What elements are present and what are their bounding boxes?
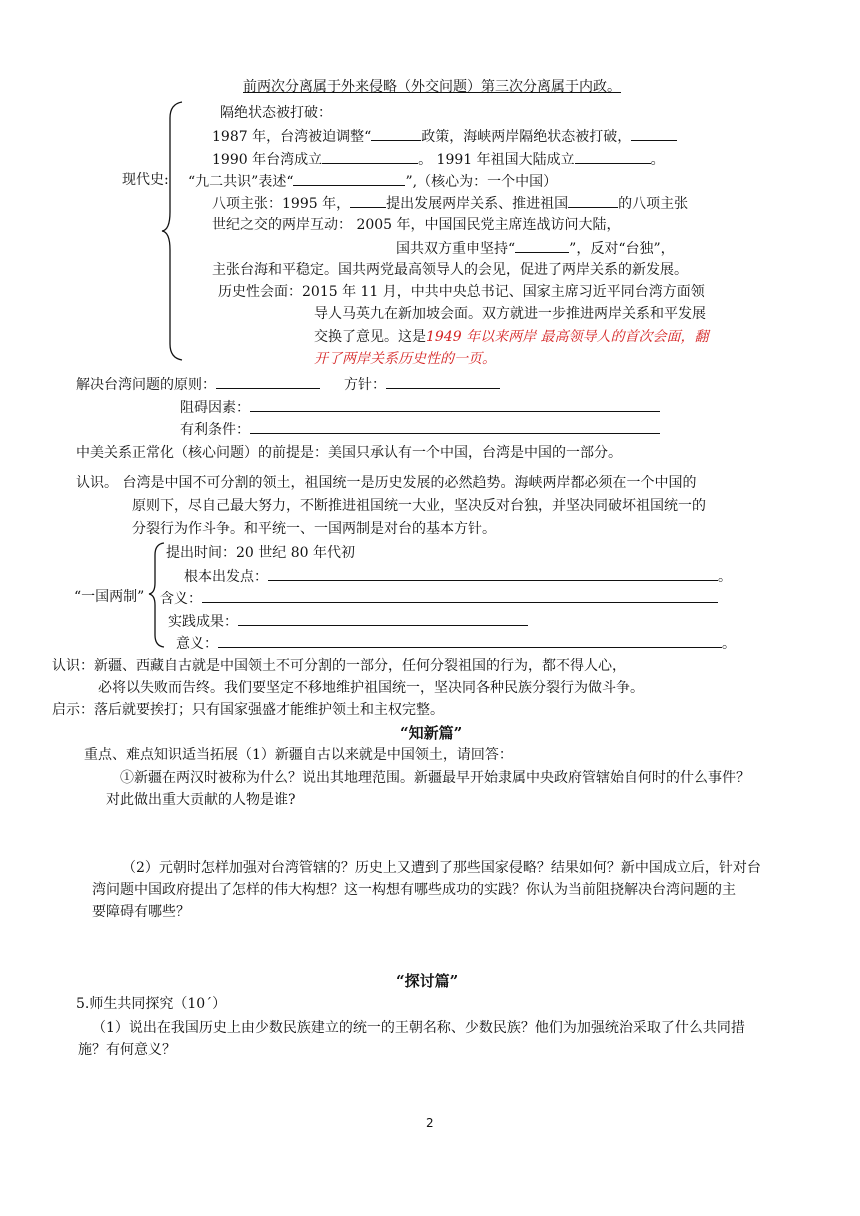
section-new-q2-line-1: （2）元朝时怎样加强对台湾管辖的？历史上又遭到了那些国家侵略？结果如何？新中国成立后，针对台 [122,860,761,876]
recognition1-line-3: 分裂行为作斗争。和平统一、一国两制是对台的基本方针。 [132,521,496,537]
section-new-q2-line-3: 要障碍有哪些？ [92,904,190,920]
blank-1995-leader[interactable] [350,193,386,208]
page-number: 2 [426,1116,434,1130]
blank-1992-consensus[interactable] [293,171,405,186]
blank-octs-basis[interactable] [268,566,718,581]
recognition2-line-2: 必将以失败而告终。我们要坚定不移地维护祖国统一，坚决同各种民族分裂行为做斗争。 [98,680,644,696]
blank-octs-significance[interactable] [218,633,722,648]
favorable-line: 有利条件： [180,419,660,439]
modern-history-label: 现代史: [122,172,169,188]
blank-2005-consensus[interactable] [515,238,569,253]
sino-us-line: 中美关系正常化（核心问题）的前提是：美国只承认有一个中国，台湾是中国的一部分。 [76,445,622,461]
octs-significance-line: 意义： 。 [176,633,736,653]
modern-line-4: “九二共识”表述“ ”,（核心为：一个中国） [188,171,557,191]
modern-history-brace [160,100,190,362]
section-discuss-q1-line-1: （1）说出在我国历史上由少数民族建立的统一的王朝名称、少数民族？他们为加强统治采取了什么共同措 [92,1020,745,1036]
section-discuss-item: 5.师生共同探究（10´） [76,996,227,1012]
blank-1987-result[interactable] [631,126,677,141]
blank-octs-meaning[interactable] [202,588,718,603]
blank-octs-results[interactable] [238,611,528,626]
modern-line-9: 历史性会面：2015 年 11 月，中共中央总书记、国家主席习近平同台湾方面领 [218,284,705,300]
recognition1-line-1: 认识。 台湾是中国不可分割的领土，祖国统一是历史发展的必然趋势。海峡两岸都必须在一个中国的 [76,475,697,491]
recognition2-line-1: 认识：新疆、西藏自古就是中国领土不可分割的一部分，任何分裂祖国的行为，都不得人心， [52,658,626,674]
octs-results-line: 实践成果： [168,611,528,631]
modern-line-1: 隔绝状态被打破： [220,105,332,121]
blank-1987-policy[interactable] [371,126,421,141]
section-new-title: “知新篇” [400,724,463,742]
blank-obstacle[interactable] [250,397,660,412]
obstacle-line: 阻碍因素： [180,397,660,417]
modern-line-8: 主张台海和平稳定。国共两党最高领导人的会见，促进了两岸关系的新发展。 [212,262,688,278]
section-new-q1-line-2: 对此做出重大贡献的人物是谁? [106,792,296,808]
blank-favorable[interactable] [250,419,660,434]
modern-line-7: 国共双方重申坚持“ ”，反对“台独”， [396,238,675,258]
section-discuss-q1-line-2: 施？有何意义？ [78,1042,176,1058]
blank-1995-goal[interactable] [568,193,618,208]
blank-1990-taiwan[interactable] [322,149,418,164]
octs-proposed: 提出时间：20 世纪 80 年代初 [166,545,355,561]
modern-line-11: 交换了意见。这是1949 年以来两岸 最高领导人的首次会面，翻 [314,329,709,345]
section-new-q2-line-2: 湾问题中国政府提出了怎样的伟大构想？这一构想有哪些成功的实践？你认为当前阻挠解决台湾问题的主 [92,882,736,898]
section-discuss-title: “探讨篇” [396,972,459,990]
modern-line-2: 1987 年，台湾被迫调整“ 政策，海峡两岸隔绝状态被打破， [212,126,677,146]
modern-line-3: 1990 年台湾成立 。 1991 年祖国大陆成立 。 [212,149,665,169]
octs-label: “一国两制” [74,589,145,605]
principle-line: 解决台湾问题的原则： 方针： [76,374,500,394]
blank-policy[interactable] [386,374,500,389]
blank-1991-mainland[interactable] [575,149,651,164]
section-new-intro: 重点、难点知识适当拓展（1）新疆自古以来就是中国领土，请回答： [84,747,513,763]
octs-basis-line: 根本出发点： 。 [184,566,732,586]
octs-meaning-line: 含义： [160,588,718,608]
modern-line-5: 八项主张：1995 年， 提出发展两岸关系、推进祖国 的八项主张 [212,193,688,213]
blank-principle[interactable] [216,374,320,389]
modern-line-10: 导人马英九在新加坡会面。双方就进一步推进两岸关系和平发展 [314,306,706,322]
recognition1-line-2: 原则下，尽自己最大努力，不断推进祖国统一大业，坚决反对台独，并坚决同破坏祖国统一的 [132,498,706,514]
modern-line-12: 开了两岸关系历史性的一页。 [314,351,496,367]
top-note: 前两次分离属于外来侵略（外交问题）第三次分离属于内政。 [243,79,621,95]
enlightenment-line: 启示：落后就要挨打；只有国家强盛才能维护领土和主权完整。 [52,702,444,718]
section-new-q1-line-1: ①新疆在两汉时被称为什么？说出其地理范围。新疆最早开始隶属中央政府管辖始自何时的什么事件？ [120,770,750,786]
modern-line-6: 世纪之交的两岸互动： 2005 年，中国国民党主席连战访问大陆， [212,217,621,233]
